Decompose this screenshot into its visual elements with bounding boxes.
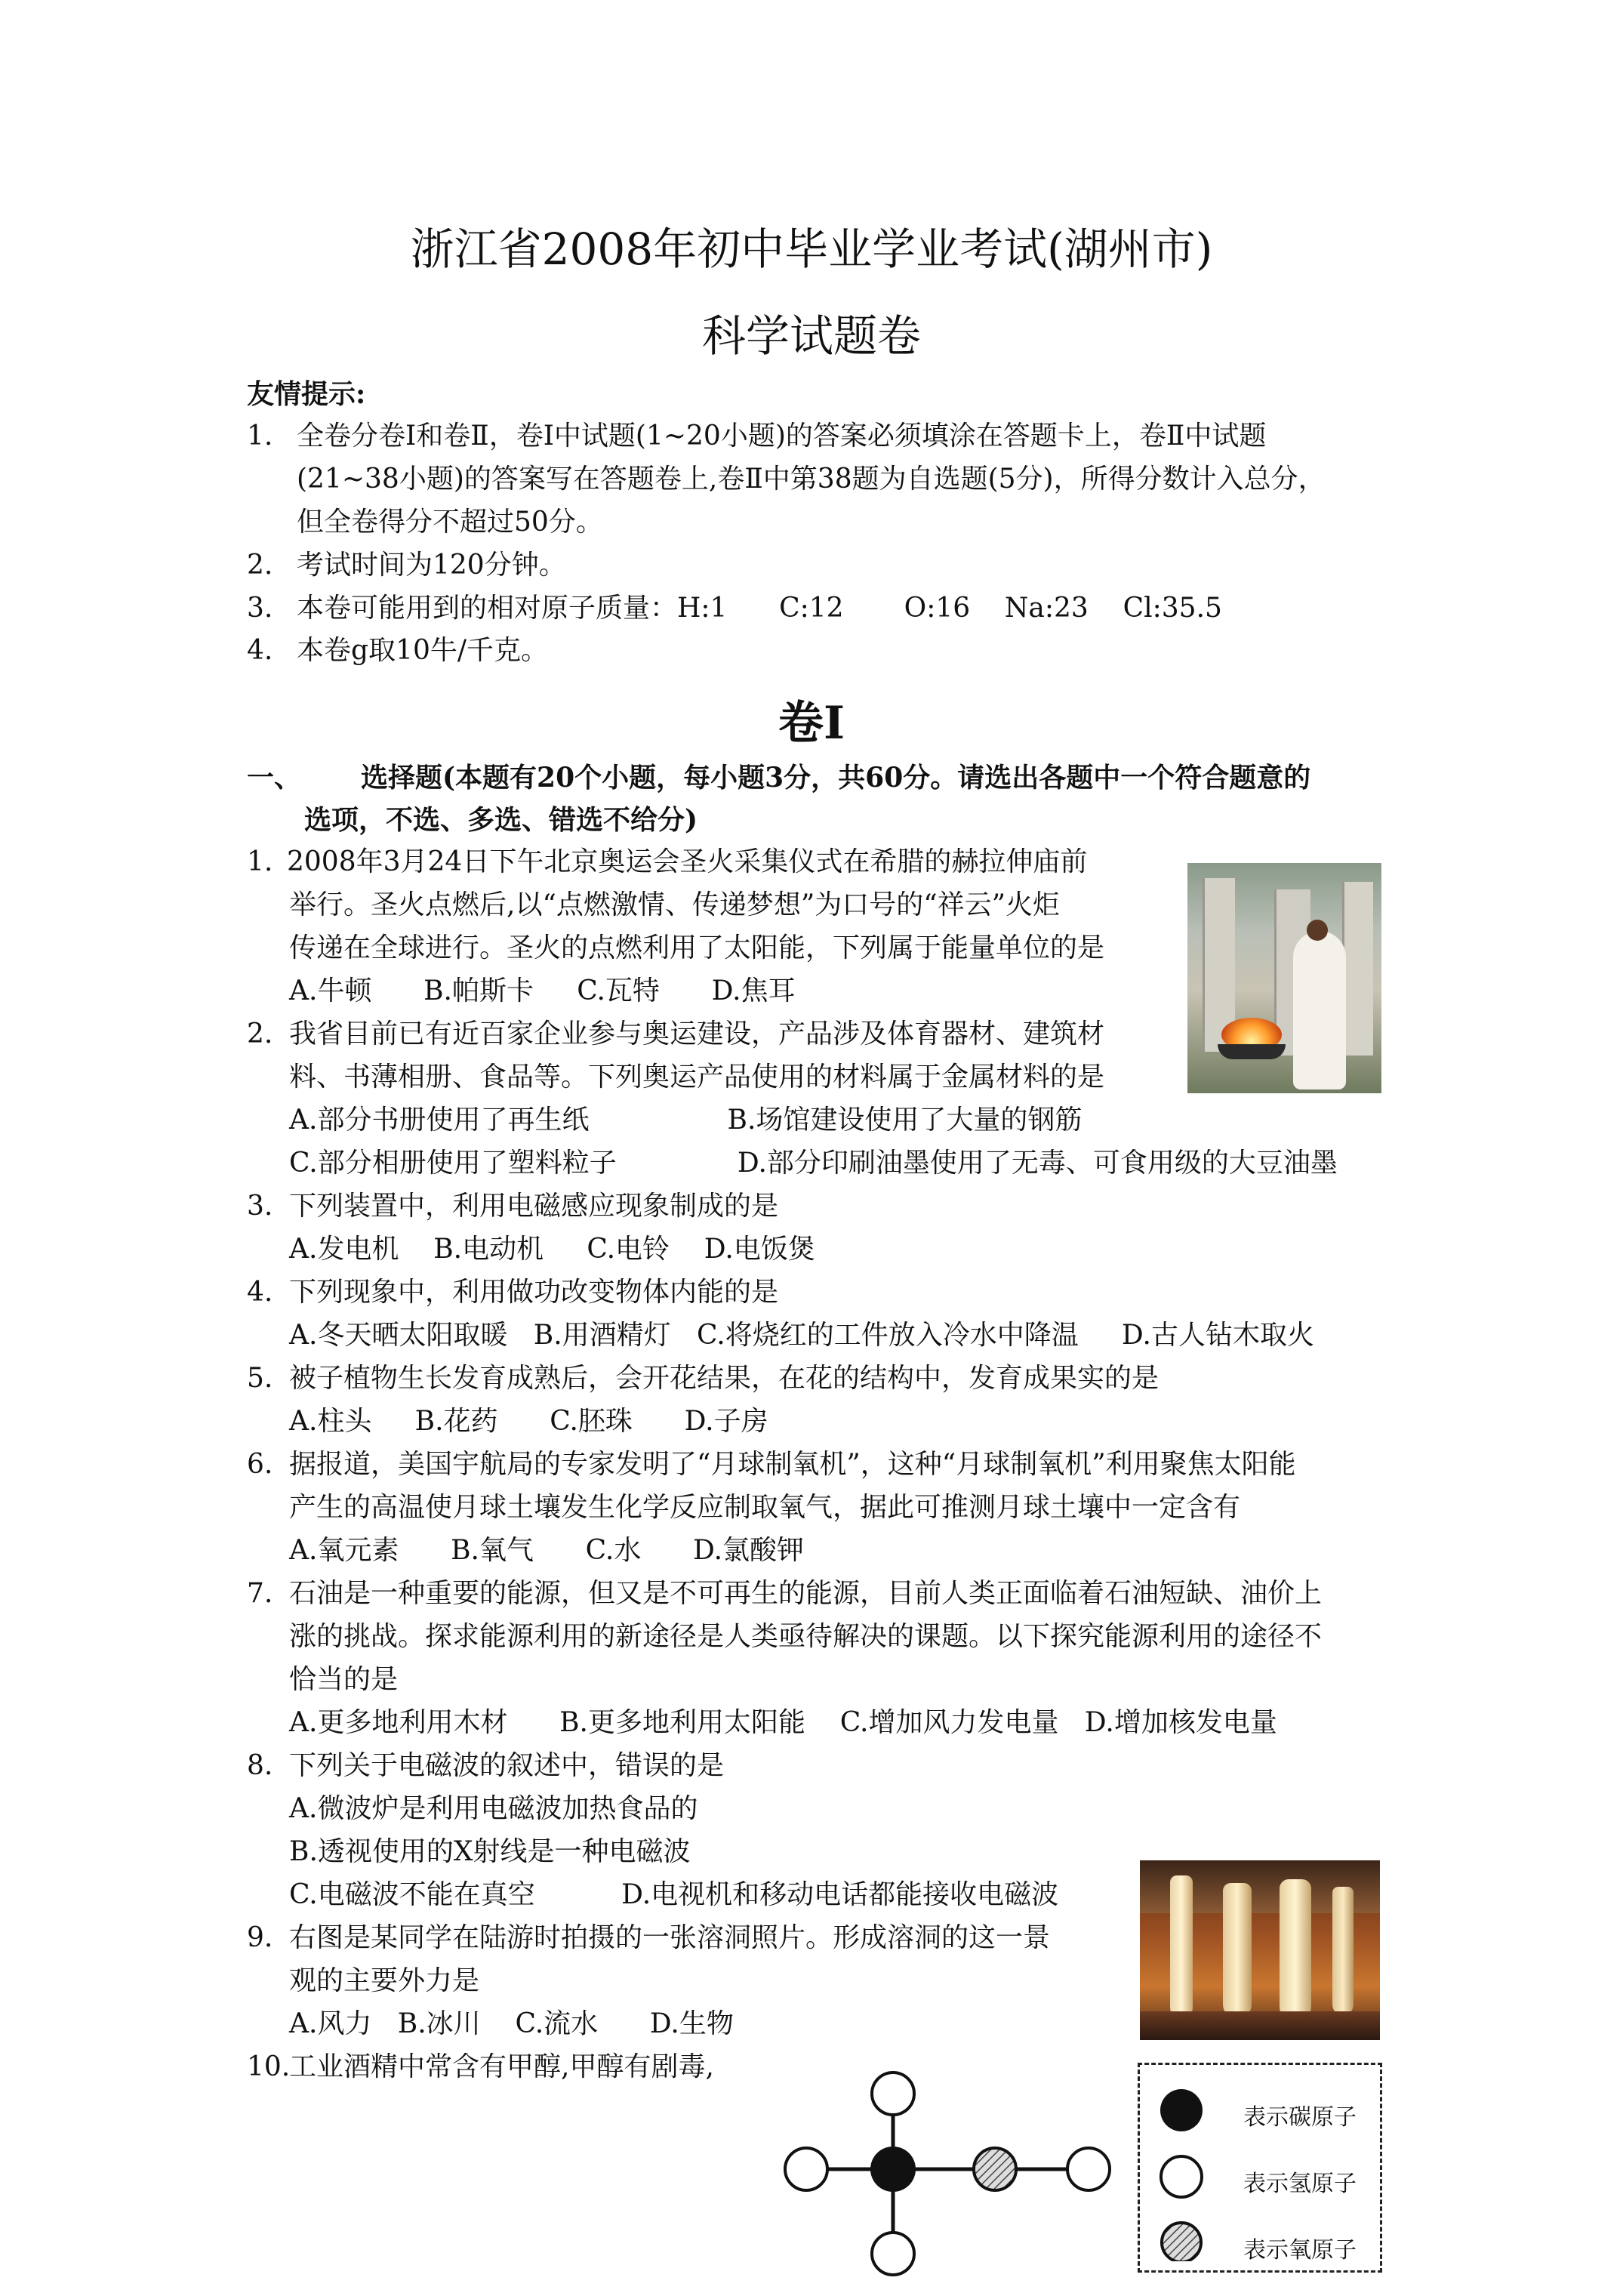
question-options: C.电磁波不能在真空 D.电视机和移动电话都能接收电磁波 [289,1879,1059,1910]
question-number: 7. [247,1578,273,1609]
question-options: A.微波炉是利用电磁波加热食品的 [289,1793,698,1824]
part-instructions: 选择题(本题有20个小题，每小题3分，共60分。请选出各题中一个符合题意的 [361,762,1311,794]
question-text: 下列装置中，利用电磁感应现象制成的是 [289,1191,779,1222]
question-options: A.氧元素 B.氧气 C.水 D.氯酸钾 [289,1535,805,1566]
question-text: 举行。圣火点燃后,以“点燃激情、传递梦想”为口号的“祥云”火炬 [289,889,1061,920]
legend-label: 表示氢原子 [1243,2171,1357,2197]
tips-heading: 友情提示: [247,378,366,410]
tip-number: 1. [247,421,273,451]
question-number: 1. [247,846,273,877]
tip-number: 2. [247,550,273,581]
question-text: 据报道，美国宇航局的专家发明了“月球制氧机”，这种“月球制氧机”利用聚焦太阳能 [289,1449,1296,1480]
question-options: C.部分相册使用了塑料粒子 D.部分印刷油墨使用了无毒、可食用级的大豆油墨 [289,1148,1338,1179]
tip-text: (21~38小题)的答案写在答题卷上,卷Ⅱ中第38题为自选题(5分)，所得分数计入总分， [297,464,1326,495]
legend-label: 表示氧原子 [1243,2237,1357,2264]
carbon-atom-icon [1160,2089,1203,2131]
tip-number: 4. [247,635,273,666]
question-number: 9. [247,1922,273,1953]
methanol-molecule-diagram [770,2054,1132,2296]
tip-text: 全卷分卷Ⅰ和卷Ⅱ，卷Ⅰ中试题(1~20小题)的答案必须填涂在答题卡上，卷Ⅱ中试题 [297,421,1267,451]
tip-text: 但全卷得分不超过50分。 [297,507,603,538]
oxygen-atom-icon [1162,2223,1201,2261]
question-number: 4. [247,1277,273,1308]
question-options: A.发电机 B.电动机 C.电铃 D.电饭煲 [289,1234,815,1265]
question-options: A.牛顿 B.帕斯卡 C.瓦特 D.焦耳 [289,975,796,1006]
question-text: 工业酒精中常含有甲醇,甲醇有剧毒, [289,2051,714,2082]
olympic-flame-photo [1187,863,1381,1093]
question-options: A.部分书册使用了再生纸 B.场馆建设使用了大量的钢筋 [289,1105,1083,1136]
question-text: 产生的高温使月球土壤发生化学反应制取氧气，据此可推测月球土壤中一定含有 [289,1492,1241,1523]
question-options: A.柱头 B.花药 C.胚珠 D.子房 [289,1406,768,1437]
question-options: B.透视使用的X射线是一种电磁波 [289,1836,691,1867]
question-text: 2008年3月24日下午北京奥运会圣火采集仪式在希腊的赫拉伸庙前 [287,846,1088,877]
legend-swatches [1155,2080,1208,2261]
exam-subtitle: 科学试题卷 [701,310,921,362]
hydrogen-atom [872,2073,914,2115]
question-text: 右图是某同学在陆游时拍摄的一张溶洞照片。形成溶洞的这一景 [289,1922,1051,1953]
part-instructions: 选项，不选、多选、错选不给分) [304,804,698,836]
question-options: A.更多地利用木材 B.更多地利用太阳能 C.增加风力发电量 D.增加核发电量 [289,1707,1277,1738]
tip-text: 本卷g取10牛/千克。 [297,635,548,666]
hydrogen-atom-icon [1161,2156,1202,2197]
question-text: 石油是一种重要的能源，但又是不可再生的能源，目前人类正面临着石油短缺、油价上 [289,1578,1323,1609]
tip-text: 考试时间为120分钟。 [297,550,566,581]
question-text: 我省目前已有近百家企业参与奥运建设，产品涉及体育器材、建筑材 [289,1019,1105,1049]
question-options: A.冬天晒太阳取暖 B.用酒精灯 C.将烧红的工件放入冷水中降温 D.古人钻木取火 [289,1320,1314,1351]
legend-label: 表示碳原子 [1243,2104,1357,2131]
question-text: 观的主要外力是 [289,1965,480,1996]
part-number: 一、 [247,762,302,794]
cave-photo [1140,1860,1380,2040]
tip-number: 3. [247,593,273,624]
atom-legend [1138,2063,1382,2273]
hydrogen-atom [872,2233,914,2275]
oxygen-atom [974,2148,1016,2190]
exam-title: 浙江省2008年初中毕业学业考试(湖州市) [410,223,1213,275]
question-options: A.风力 B.冰川 C.流水 D.生物 [289,2008,734,2039]
hydrogen-atom [785,2148,827,2190]
question-number: 8. [247,1750,273,1781]
question-number: 2. [247,1019,273,1049]
question-number: 6. [247,1449,273,1480]
question-text: 被子植物生长发育成熟后，会开花结果，在花的结构中，发育成果实的是 [289,1363,1160,1394]
question-number: 3. [247,1191,273,1222]
question-text: 恰当的是 [289,1664,399,1695]
section-title: 卷Ⅰ [778,697,845,750]
question-text: 涨的挑战。探求能源利用的新途径是人类亟待解决的课题。以下探究能源利用的途径不 [289,1621,1323,1652]
question-text: 下列关于电磁波的叙述中，错误的是 [289,1750,725,1781]
question-text: 下列现象中，利用做功改变物体内能的是 [289,1277,779,1308]
question-text: 传递在全球进行。圣火的点燃利用了太阳能，下列属于能量单位的是 [289,932,1105,963]
hydrogen-atom [1067,2148,1110,2190]
carbon-atom [870,2147,916,2192]
question-number: 10. [247,2051,291,2082]
question-number: 5. [247,1363,273,1394]
question-text: 料、书薄相册、食品等。下列奥运产品使用的材料属于金属材料的是 [289,1062,1105,1093]
tip-text: 本卷可能用到的相对原子质量：H:1 C:12 O:16 Na:23 Cl:35.5 [297,593,1222,624]
